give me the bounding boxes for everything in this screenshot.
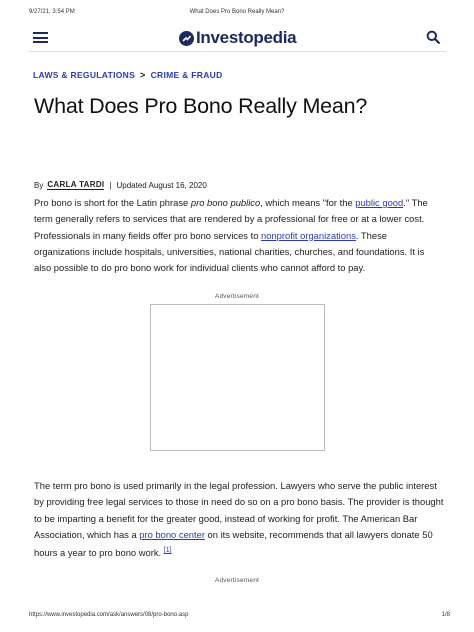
paragraph-text: on its website, recommends that all lawyers donate 50 hours a year to pro bono work. [34, 528, 433, 559]
byline [34, 180, 207, 190]
site-logo[interactable] [179, 28, 296, 48]
paragraph-text: . These organizations include hospitals, universities, national charities, churches, and foundations. It is also possible to do pro bono work for individual clients who cannot afford to pay. [34, 229, 425, 274]
print-page-number: 1/8 [441, 612, 450, 618]
breadcrumb-separator: > [140, 70, 146, 80]
breadcrumb-item-laws-regulations[interactable]: LAWS & REGULATIONS [33, 70, 136, 80]
nonprofit-organizations-link[interactable]: nonprofit organizations [261, 229, 356, 241]
advertisement-label: Advertisement [214, 293, 260, 300]
advertisement-slot[interactable] [150, 304, 325, 451]
byline-by-label: By [34, 180, 44, 190]
footnote-link[interactable]: [1] [163, 547, 172, 555]
breadcrumb [33, 70, 223, 80]
print-url: https://www.investopedia.com/ask/answers/08/pro-bono.asp [29, 612, 189, 618]
paragraph-text: Pro bono is short for the Latin phrase [34, 197, 191, 208]
article-paragraph-2 [34, 478, 444, 562]
hamburger-menu-icon[interactable] [33, 32, 48, 43]
paragraph-text: , which means "for the [260, 197, 356, 208]
print-header [0, 9, 474, 19]
logo-mark-icon [179, 31, 194, 46]
public-good-link[interactable]: public good [355, 197, 404, 208]
pro-bono-center-link[interactable]: pro bono center [139, 528, 205, 540]
latin-phrase: pro bono publico [190, 197, 261, 208]
site-header [28, 22, 446, 52]
author-link[interactable]: CARLA TARDI [47, 180, 105, 189]
paragraph-text: The term pro bono is used primarily in the legal profession. Lawyers who serve the public interest by providing free legal services to those in need do so on a pro bono basis. The provider is thought to be imparting a benefit for the greater good, instead of working for profit. The American Bar Association, which has a [34, 480, 444, 540]
breadcrumb-item-crime-fraud[interactable]: CRIME & FRAUD [150, 70, 223, 80]
logo-text: Investopedia [196, 28, 297, 47]
advertisement-label: Advertisement [214, 577, 260, 584]
byline-divider: | [109, 180, 112, 190]
paragraph-text: ." The term generally refers to services that are rendered by a professional for free or at a lower cost. Professionals in many fields offer pro bono services to [34, 197, 428, 241]
print-datetime: 9/27/21, 3:54 PM [29, 9, 75, 15]
print-page-title: What Does Pro Bono Really Mean? [189, 9, 285, 15]
page-title: What Does Pro Bono Really Mean? [34, 94, 368, 118]
updated-date: Updated August 16, 2020 [116, 180, 207, 190]
article-paragraph-1 [34, 195, 444, 276]
search-icon[interactable] [426, 30, 440, 44]
